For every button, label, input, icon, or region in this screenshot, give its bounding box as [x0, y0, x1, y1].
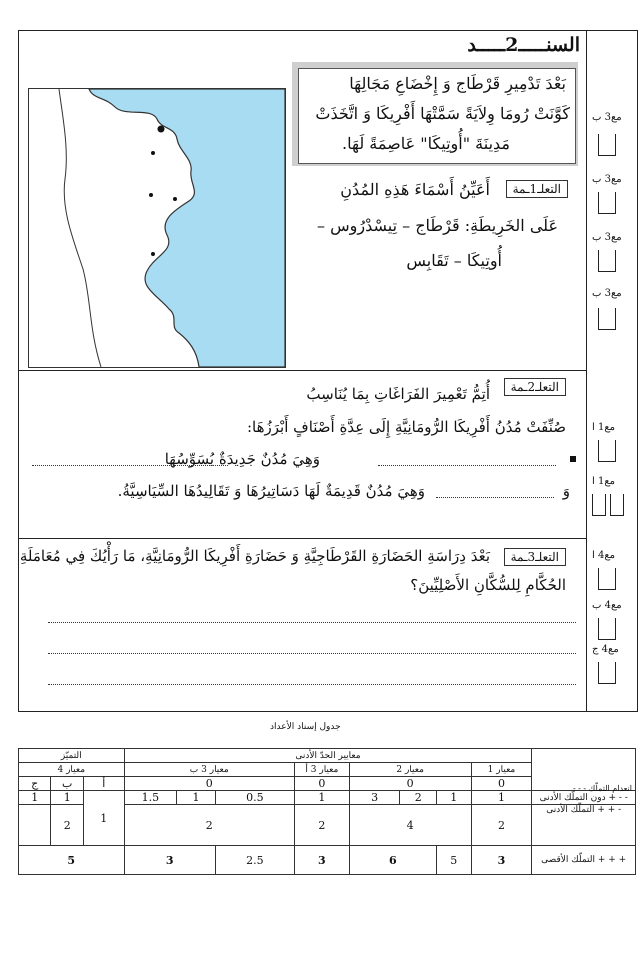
tunisia-map	[28, 88, 286, 368]
source-line-3: مَدِينَةَ "أُوتِيكَا" عَاصِمَةً لَهَا.	[341, 134, 510, 153]
score-box-6b[interactable]	[610, 494, 624, 516]
header-excellence: التميّز	[19, 749, 125, 763]
r3-c3b2: 3	[124, 846, 215, 875]
task1-line-3: أُوتِيكَا – تَقَابِس	[406, 251, 502, 270]
sub-a: أ	[83, 777, 124, 791]
sea-area	[89, 89, 285, 367]
source-line-1: بَعْدَ تَدْمِيرِ قَرْطَاج وَ إِخْضَاعِ مَجَالِهَا	[349, 74, 566, 93]
r0-c3b: 0	[124, 777, 294, 791]
r3-c3b1: 2.5	[215, 846, 294, 875]
header-minimum: معايير الحدّ الأدنى	[124, 749, 532, 763]
score-box-5[interactable]	[598, 440, 616, 462]
r1-c1: 1	[471, 791, 532, 805]
table-caption: جدول إسناد الأعداد	[270, 722, 341, 732]
task1-line-2: عَلَى الخَرِيطَةِ: قَرْطَاج – تِيسْدْرُوس –	[317, 216, 558, 235]
sub-c: ج	[19, 777, 51, 791]
task3-line-1: بَعْدَ دِرَاسَةِ الحَضَارَةِ القَرْطَاجِيَّةِ وَ حَضَارَةِ أَفْرِيكَا الرُّومَانِيَّةِ، مَا رَأْيُكَ فِي مُعَامَلَةِ	[19, 547, 490, 565]
r3-c3a: 3	[294, 846, 349, 875]
r1-c3b2: 1	[177, 791, 216, 805]
r1-c4a: 1	[83, 791, 124, 846]
task2-bullet2: وَهِيَ مُدُنٌ قَدِيمَةٌ لَهَا دَسَاتِيرُهَا وَ تَقَالِيدُهَا السِّيَاسِيَّةُ.	[117, 482, 425, 500]
r2-c4b-cell	[19, 805, 51, 846]
section-divider-2	[18, 538, 586, 539]
score-box-2[interactable]	[598, 192, 616, 214]
r2-c3a: 2	[294, 805, 349, 846]
row-label-2: التملّك الأدنى + + -	[532, 805, 636, 846]
bullet-square	[570, 456, 576, 462]
land-border	[59, 89, 101, 367]
task2-bullet1: وَهِيَ مُدُنٌ جَدِيدَةٌ يُسَوِّسُهَا	[164, 450, 320, 468]
header-crit1: معيار 1	[471, 763, 532, 777]
side-label-3: مع3 ب	[592, 232, 622, 243]
r1-c2a: 1	[437, 791, 472, 805]
side-label-2: مع3 ب	[592, 174, 622, 185]
blank-line-2a[interactable]	[436, 497, 554, 498]
row-label-0: انعدام التملّك - - -	[572, 784, 632, 793]
side-label-8: مع4 ب	[592, 600, 622, 611]
r1-c3a: 1	[294, 791, 349, 805]
task3-tag: التعلـ3ـمة	[504, 548, 566, 566]
side-label-7: مع4 ا	[592, 550, 616, 561]
r1-c4c: 1	[19, 791, 51, 805]
task2-intro: صُنِّفَتْ مُدُنُ أَفْرِيكَا الرُّومَانِيَّةِ إِلَى عِدَّةِ أَصْنَافٍ أَبْرَزُهَا:	[247, 418, 566, 436]
page-title: السنـــــ2ـــــد	[467, 34, 580, 56]
score-box-4[interactable]	[598, 308, 616, 330]
row-label-1: دون التملّك الأدنى + - -	[532, 791, 636, 805]
r1-c4b: 1	[51, 791, 83, 805]
r3-c2a: 5	[437, 846, 472, 875]
grading-table	[18, 748, 636, 875]
sub-b: ب	[51, 777, 83, 791]
city-dot-1[interactable]	[158, 126, 165, 133]
side-label-1: مع3 ب	[592, 112, 622, 123]
score-box-8[interactable]	[598, 618, 616, 640]
side-label-6: مع1 ا	[592, 476, 616, 487]
section-divider-1	[18, 370, 586, 371]
r3-c4: 5	[19, 846, 125, 875]
header-crit2: معيار 2	[349, 763, 471, 777]
task2-tag: التعلـ2ـمة	[504, 378, 566, 396]
header-crit3a: معيار 3 أ	[294, 763, 349, 777]
side-label-9: مع4 ج	[592, 644, 619, 655]
task2-instruction: أُتِمُّ تَعْمِيرَ الفَرَاغَاتِ بِمَا يُنَاسِبُ	[306, 385, 490, 403]
header-crit3b: معيار 3 ب	[124, 763, 294, 777]
r2-c2: 4	[349, 805, 471, 846]
score-box-9[interactable]	[598, 662, 616, 684]
task1-tag: التعلـ1ـمة	[506, 180, 568, 198]
r0-c3a: 0	[294, 777, 349, 791]
r2-c4a: 2	[51, 805, 83, 846]
r2-c3b: 2	[124, 805, 294, 846]
row-label-3: التملّك الأقصى + + +	[532, 846, 636, 875]
score-box-7[interactable]	[598, 568, 616, 590]
header-crit4: معيار 4	[19, 763, 125, 777]
score-box-1[interactable]	[598, 134, 616, 156]
blank-line-1b[interactable]	[32, 465, 228, 466]
score-box-3[interactable]	[598, 250, 616, 272]
side-label-5: مع1 ا	[592, 422, 616, 433]
map-svg	[29, 89, 285, 367]
side-label-4: مع3 ب	[592, 288, 622, 299]
r1-c3b3: 1.5	[124, 791, 177, 805]
city-dot-5[interactable]	[151, 252, 155, 256]
r3-c1: 3	[471, 846, 532, 875]
blank-line-1a[interactable]	[378, 465, 556, 466]
r1-c2b: 2	[400, 791, 437, 805]
task2-bullet2-prefix: وَ	[562, 482, 570, 500]
r0-c2: 0	[349, 777, 471, 791]
source-line-2: كَوَّنَتْ رُومَا وِلاَيَةً سَمَّتْهَا أَفْرِيكَا وَ اتَّخَذَتْ	[315, 104, 570, 123]
r0-c1: 0	[471, 777, 532, 791]
r2-c1: 2	[471, 805, 532, 846]
answer-line-2[interactable]	[48, 653, 576, 654]
city-dot-4[interactable]	[173, 197, 177, 201]
task1-line-1: أَعَيِّنُ أَسْمَاءَ هَذِهِ المُدُنِ	[340, 180, 490, 199]
answer-line-1[interactable]	[48, 622, 576, 623]
score-box-6a[interactable]	[592, 494, 606, 516]
city-dot-3[interactable]	[149, 193, 153, 197]
r1-c2c: 3	[349, 791, 400, 805]
r1-c3b1: 0.5	[215, 791, 294, 805]
r3-c2b: 6	[349, 846, 436, 875]
task3-line-2: الحُكَّامِ لِلسُّكَّانِ الأَصْلِيِّينَ؟	[410, 576, 566, 594]
city-dot-2[interactable]	[151, 151, 155, 155]
answer-line-3[interactable]	[48, 684, 576, 685]
